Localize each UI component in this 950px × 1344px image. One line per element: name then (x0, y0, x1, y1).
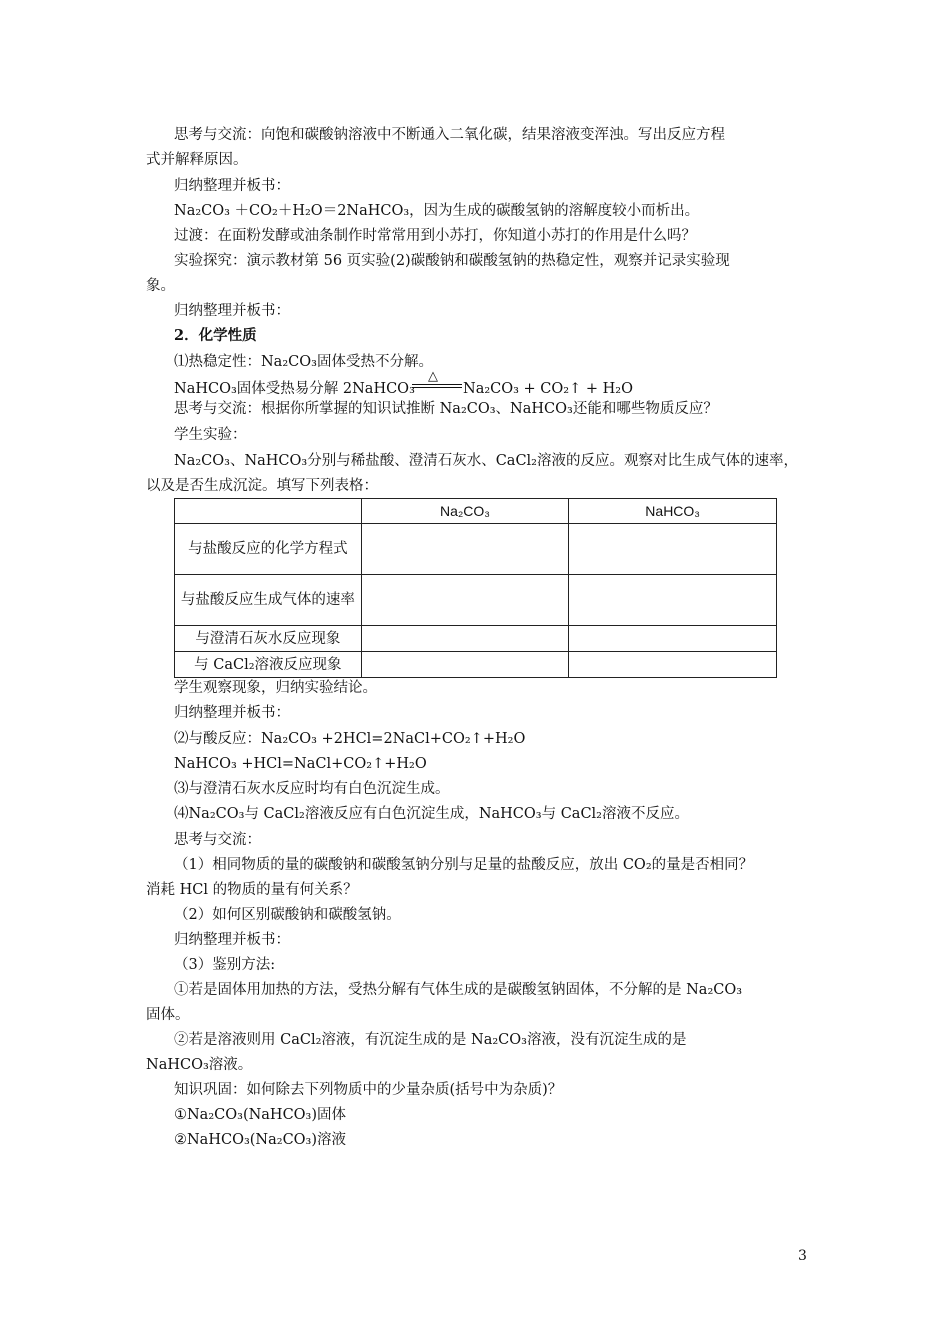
heating-arrow (412, 369, 462, 392)
equation-na2co3-hcl: ⑵与酸反应：Na₂CO₃ +2HCl=2NaCl+CO₂↑+H₂O (174, 731, 526, 747)
method-solid-cont: 固体。 (146, 1007, 190, 1023)
row-label-gas-rate: 与盐酸反应生成气体的速率 (175, 575, 362, 626)
equation-decomposition-right: Na₂CO₃ + CO₂↑ + H₂O (463, 381, 633, 397)
table-cell (361, 626, 569, 652)
table-cell (361, 575, 569, 626)
paragraph-student-observe: 学生观察现象，归纳实验结论。 (174, 680, 377, 696)
exercise-1: ①Na₂CO₃(NaHCO₃)固体 (174, 1107, 347, 1123)
paragraph-summary-2: 归纳整理并板书： (174, 303, 290, 319)
table-row (175, 652, 777, 678)
row-label-limewater: 与澄清石灰水反应现象 (175, 626, 362, 652)
table-header-empty (175, 499, 362, 524)
paragraph-experiment-cont: 象。 (146, 278, 175, 294)
exercise-2: ②NaHCO₃(Na₂CO₃)溶液 (174, 1132, 347, 1148)
table-row (175, 524, 777, 575)
paragraph-summary-3: 归纳整理并板书： (174, 705, 290, 721)
method-solution-cont: NaHCO₃溶液。 (146, 1057, 253, 1073)
paragraph-student-experiment: 学生实验： (174, 427, 247, 443)
table-cell (361, 524, 569, 575)
row-label-hcl-equation: 与盐酸反应的化学方程式 (175, 524, 362, 575)
method-solution: ②若是溶液则用 CaCl₂溶液，有沉淀生成的是 Na₂CO₃溶液，没有沉淀生成的是 (174, 1032, 687, 1048)
heat-delta-symbol: △ (428, 369, 438, 384)
section-heading-chemical-properties: 2．化学性质 (174, 327, 257, 344)
method-solid: ①若是固体用加热的方法，受热分解有气体生成的是碳酸氢钠固体，不分解的是 Na₂CO₃ (174, 982, 743, 998)
table-header-nahco3: NaHCO₃ (569, 499, 777, 524)
table-cell (361, 652, 569, 678)
paragraph-experiment: 实验探究：演示教材第 56 页实验(2)碳酸钠和碳酸氢钠的热稳定性，观察并记录实验现 (174, 253, 730, 269)
paragraph-cacl2: ⑷Na₂CO₃与 CaCl₂溶液反应有白色沉淀生成，NaHCO₃与 CaCl₂溶液不反应。 (174, 806, 689, 822)
paragraph-summary-4: 归纳整理并板书： (174, 932, 290, 948)
paragraph-consolidation: 知识巩固：如何除去下列物质中的少量杂质(括号中为杂质)？ (174, 1082, 563, 1098)
paragraph-thermal-stability: ⑴热稳定性：Na₂CO₃固体受热不分解。 (174, 354, 433, 370)
paragraph-think-exchange-2: 思考与交流：根据你所掌握的知识试推断 Na₂CO₃、NaHCO₃还能和哪些物质反应？ (174, 401, 718, 417)
row-label-cacl2: 与 CaCl₂溶液反应现象 (175, 652, 362, 678)
paragraph-experiment-instructions-cont: 以及是否生成沉淀。填写下列表格： (146, 478, 378, 494)
comparison-table (174, 498, 777, 678)
paragraph-limewater: ⑶与澄清石灰水反应时均有白色沉淀生成。 (174, 781, 450, 797)
heading-identification: （3）鉴别方法: (174, 957, 276, 973)
table-cell (569, 524, 777, 575)
paragraph-think-exchange-1: 思考与交流：向饱和碳酸钠溶液中不断通入二氧化碳，结果溶液变浑浊。写出反应方程 (174, 127, 725, 143)
page-number: 3 (798, 1248, 807, 1264)
table-cell (569, 652, 777, 678)
table-row (175, 626, 777, 652)
paragraph-transition: 过渡：在面粉发酵或油条制作时常常用到小苏打，你知道小苏打的作用是什么吗？ (174, 228, 696, 244)
question-1-cont: 消耗 HCl 的物质的量有何关系？ (146, 882, 358, 898)
paragraph-think-exchange-1-cont: 式并解释原因。 (146, 152, 248, 168)
table-cell (569, 626, 777, 652)
equation-co2-reaction: Na₂CO₃ ＋CO₂＋H₂O＝2NaHCO₃，因为生成的碳酸氢钠的溶解度较小而析出。 (174, 203, 700, 219)
table-header-na2co3: Na₂CO₃ (361, 499, 569, 524)
equation-decomposition-left: NaHCO₃固体受热易分解 2NaHCO₃ (174, 381, 415, 397)
question-2: （2）如何区别碳酸钠和碳酸氢钠。 (174, 907, 401, 923)
table-cell (569, 575, 777, 626)
paragraph-think-exchange-3: 思考与交流： (174, 832, 261, 848)
equation-nahco3-hcl: NaHCO₃ +HCl=NaCl+CO₂↑+H₂O (174, 756, 427, 772)
paragraph-experiment-instructions: Na₂CO₃、NaHCO₃分别与稀盐酸、澄清石灰水、CaCl₂溶液的反应。观察对比生成气体的速率， (174, 453, 798, 469)
question-1: （1）相同物质的量的碳酸钠和碳酸氢钠分别与足量的盐酸反应，放出 CO₂的量是否相同？ (174, 857, 754, 873)
table-header-row (175, 499, 777, 524)
table-row (175, 575, 777, 626)
paragraph-summary-1: 归纳整理并板书： (174, 178, 290, 194)
